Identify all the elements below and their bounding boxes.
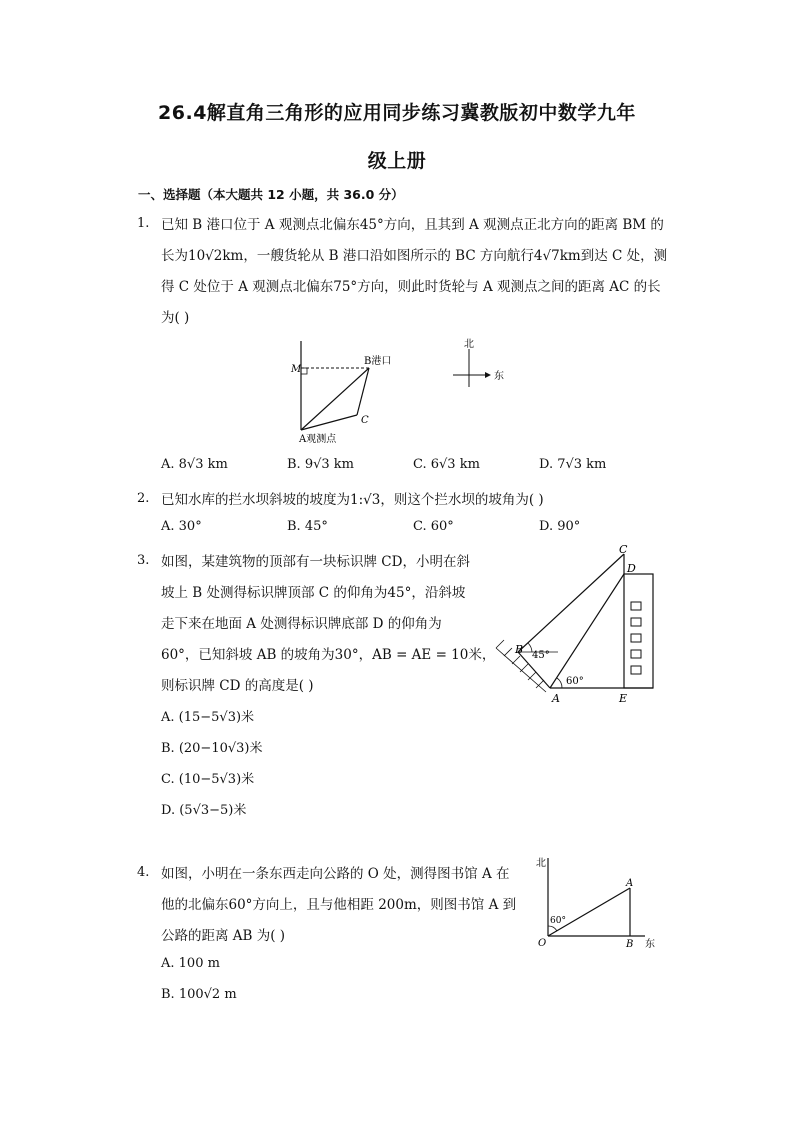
question-4-figure xyxy=(530,850,670,955)
question-2-option-d[interactable]: D. 90° xyxy=(539,519,581,534)
question-3-option-c[interactable]: C. (10−5√3)米 xyxy=(161,772,255,787)
page-title-line2: 级上册 xyxy=(367,150,427,172)
label-angle-60: 60° xyxy=(550,916,566,926)
sight-line-bc xyxy=(518,554,624,652)
question-1-text-line: 为( ) xyxy=(161,310,190,326)
angle-arc-60 xyxy=(557,678,562,688)
label-angle-60: 60° xyxy=(566,676,584,687)
section-header: 一、选择题（本大题共 12 小题，共 36.0 分） xyxy=(138,187,404,202)
building-windows xyxy=(631,602,641,674)
label-o: O xyxy=(538,938,547,949)
compass-north-label: 北 xyxy=(464,339,474,350)
east-arrow-icon xyxy=(485,372,491,378)
question-3-option-b[interactable]: B. (20−10√3)米 xyxy=(161,741,263,756)
question-4-option-b[interactable]: B. 100√2 m xyxy=(161,987,237,1002)
bc-line xyxy=(357,368,369,415)
question-4-option-a[interactable]: A. 100 m xyxy=(161,956,220,971)
question-1-option-d[interactable]: D. 7√3 km xyxy=(539,457,607,472)
compass-east-label: 东 xyxy=(494,371,504,382)
label-a: A xyxy=(552,692,560,705)
question-3-text-line: 坡上 B 处测得标识牌顶部 C 的仰角为45°，沿斜坡 xyxy=(161,585,466,601)
question-3-text-line: 如图，某建筑物的顶部有一块标识牌 CD，小明在斜 xyxy=(161,554,470,570)
question-2-option-a[interactable]: A. 30° xyxy=(161,519,202,534)
question-2-text-line: 已知水库的拦水坝斜坡的坡度为1:√3，则这个拦水坝的坡角为( ) xyxy=(161,492,544,508)
question-4-number: 4. xyxy=(137,865,150,880)
question-1-text-line: 长为10√2km，一艘货轮从 B 港口沿如图所示的 BC 方向航行4√7km到达 C 处，测 xyxy=(161,248,668,264)
label-east: 东 xyxy=(645,939,655,950)
question-1-option-c[interactable]: C. 6√3 km xyxy=(413,457,480,472)
question-1-figure xyxy=(285,335,525,445)
label-angle-45: 45° xyxy=(532,650,550,661)
page-title: 26.4解直角三角形的应用同步练习冀教版初中数学九年 xyxy=(158,102,636,124)
question-4-text-line: 公路的距离 AB 为( ) xyxy=(161,928,286,944)
question-4-text-line: 如图，小明在一条东西走向公路的 O 处，测得图书馆 A 在 xyxy=(161,866,510,882)
question-1-text-line: 得 C 处位于 A 观测点北偏东75°方向，则此时货轮与 A 观测点之间的距离 AC 的长 xyxy=(161,279,661,295)
question-2-option-c[interactable]: C. 60° xyxy=(413,519,454,534)
building xyxy=(624,574,653,688)
label-a: A xyxy=(626,878,634,889)
question-2-number: 2. xyxy=(137,491,150,506)
question-3-text-line: 60°，已知斜坡 AB 的坡角为30°，AB = AE = 10米， xyxy=(161,647,496,663)
question-4-text-line: 他的北偏东60°方向上，且与他相距 200m，则图书馆 A 到 xyxy=(161,897,517,913)
angle-arc xyxy=(548,926,557,931)
question-1-option-a[interactable]: A. 8√3 km xyxy=(161,457,228,472)
question-2-option-b[interactable]: B. 45° xyxy=(287,519,328,534)
question-1-text-line: 已知 B 港口位于 A 观测点北偏东45°方向，且其到 A 观测点正北方向的距离 BM 的 xyxy=(161,217,664,233)
question-3-option-a[interactable]: A. (15−5√3)米 xyxy=(161,710,255,725)
question-3-text-line: 走下来在地面 A 处测得标识牌底部 D 的仰角为 xyxy=(161,616,442,632)
label-c: C xyxy=(361,415,369,426)
question-3-number: 3. xyxy=(137,553,150,568)
question-3-text-line: 则标识牌 CD 的高度是( ) xyxy=(161,678,314,694)
question-3-option-d[interactable]: D. (5√3−5)米 xyxy=(161,803,247,818)
label-a: A观测点 xyxy=(299,434,337,445)
label-d: D xyxy=(627,562,636,575)
oa-line xyxy=(548,888,630,936)
label-c: C xyxy=(619,543,628,556)
question-1-number: 1. xyxy=(137,216,150,231)
label-b: B xyxy=(515,643,524,656)
label-b: B xyxy=(626,939,634,950)
label-b: B港口 xyxy=(364,356,392,367)
label-e: E xyxy=(619,692,628,705)
label-north: 北 xyxy=(536,858,546,869)
question-3-figure xyxy=(488,540,668,705)
label-m: M xyxy=(291,364,302,375)
right-angle-mark xyxy=(301,368,307,374)
sight-line-ad xyxy=(550,574,624,688)
question-1-option-b[interactable]: B. 9√3 km xyxy=(287,457,354,472)
